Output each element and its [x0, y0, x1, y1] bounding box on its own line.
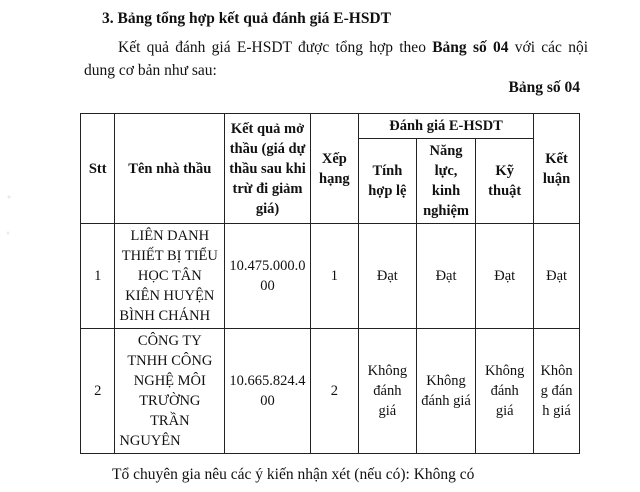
cell-rank: 2: [310, 329, 358, 454]
scan-artifact: [4, 170, 14, 260]
cell-capacity: Đạt: [416, 224, 475, 329]
header-evaluation-group: Đánh giá E-HSDT: [358, 114, 533, 139]
cell-bidder-name: LIÊN DANH THIẾT BỊ TIỂU HỌC TÂN KIÊN HUYỆN BÌNH CHÁNH: [115, 224, 225, 329]
section-heading: 3. Bảng tổng hợp kết quả đánh giá E-HSDT: [102, 10, 391, 27]
cell-conclusion: Không đánh giá: [534, 329, 580, 454]
intro-text-start: Kết quả đánh giá E-HSDT được tổng hợp theo: [118, 39, 433, 56]
cell-technical: Không đánh giá: [476, 329, 534, 454]
cell-bidder-name: CÔNG TY TNHH CÔNG NGHỆ MÔI TRƯỜNG TRẦN NGUYÊN: [115, 329, 225, 454]
table-row: [81, 329, 580, 454]
intro-table-reference: Bảng số 04: [432, 39, 509, 56]
cell-capacity: Không đánh giá: [416, 329, 475, 454]
header-stt: Stt: [81, 114, 115, 224]
cell-rank: 1: [310, 224, 358, 329]
cell-opening-result: 10.475.000.000: [225, 224, 311, 329]
cell-validity: Không đánh giá: [358, 329, 416, 454]
intro-text-end: với các nội dung cơ bản như sau:: [84, 39, 588, 79]
header-conclusion: Kết luận: [534, 114, 580, 224]
header-bidder-name: Tên nhà thầu: [115, 114, 225, 224]
cell-stt: 2: [81, 329, 115, 454]
table-label: Bảng số 04: [508, 79, 580, 96]
cell-opening-result: 10.665.824.400: [225, 329, 311, 454]
intro-paragraph: [84, 36, 588, 82]
header-technical: Kỹ thuật: [476, 139, 534, 224]
expert-comments-line: Tổ chuyên gia nêu các ý kiến nhận xét (nếu có): Không có: [112, 466, 475, 483]
evaluation-results-table: [80, 113, 580, 454]
table-header-row: [81, 114, 580, 139]
header-opening-result: Kết quả mở thầu (giá dự thầu sau khi trừ đi giảm giá): [225, 114, 311, 224]
cell-stt: 1: [81, 224, 115, 329]
header-capacity: Năng lực, kinh nghiệm: [416, 139, 475, 224]
cell-validity: Đạt: [358, 224, 416, 329]
header-validity: Tính hợp lệ: [358, 139, 416, 224]
table-row: [81, 224, 580, 329]
cell-technical: Đạt: [476, 224, 534, 329]
header-rank: Xếp hạng: [310, 114, 358, 224]
cell-conclusion: Đạt: [534, 224, 580, 329]
